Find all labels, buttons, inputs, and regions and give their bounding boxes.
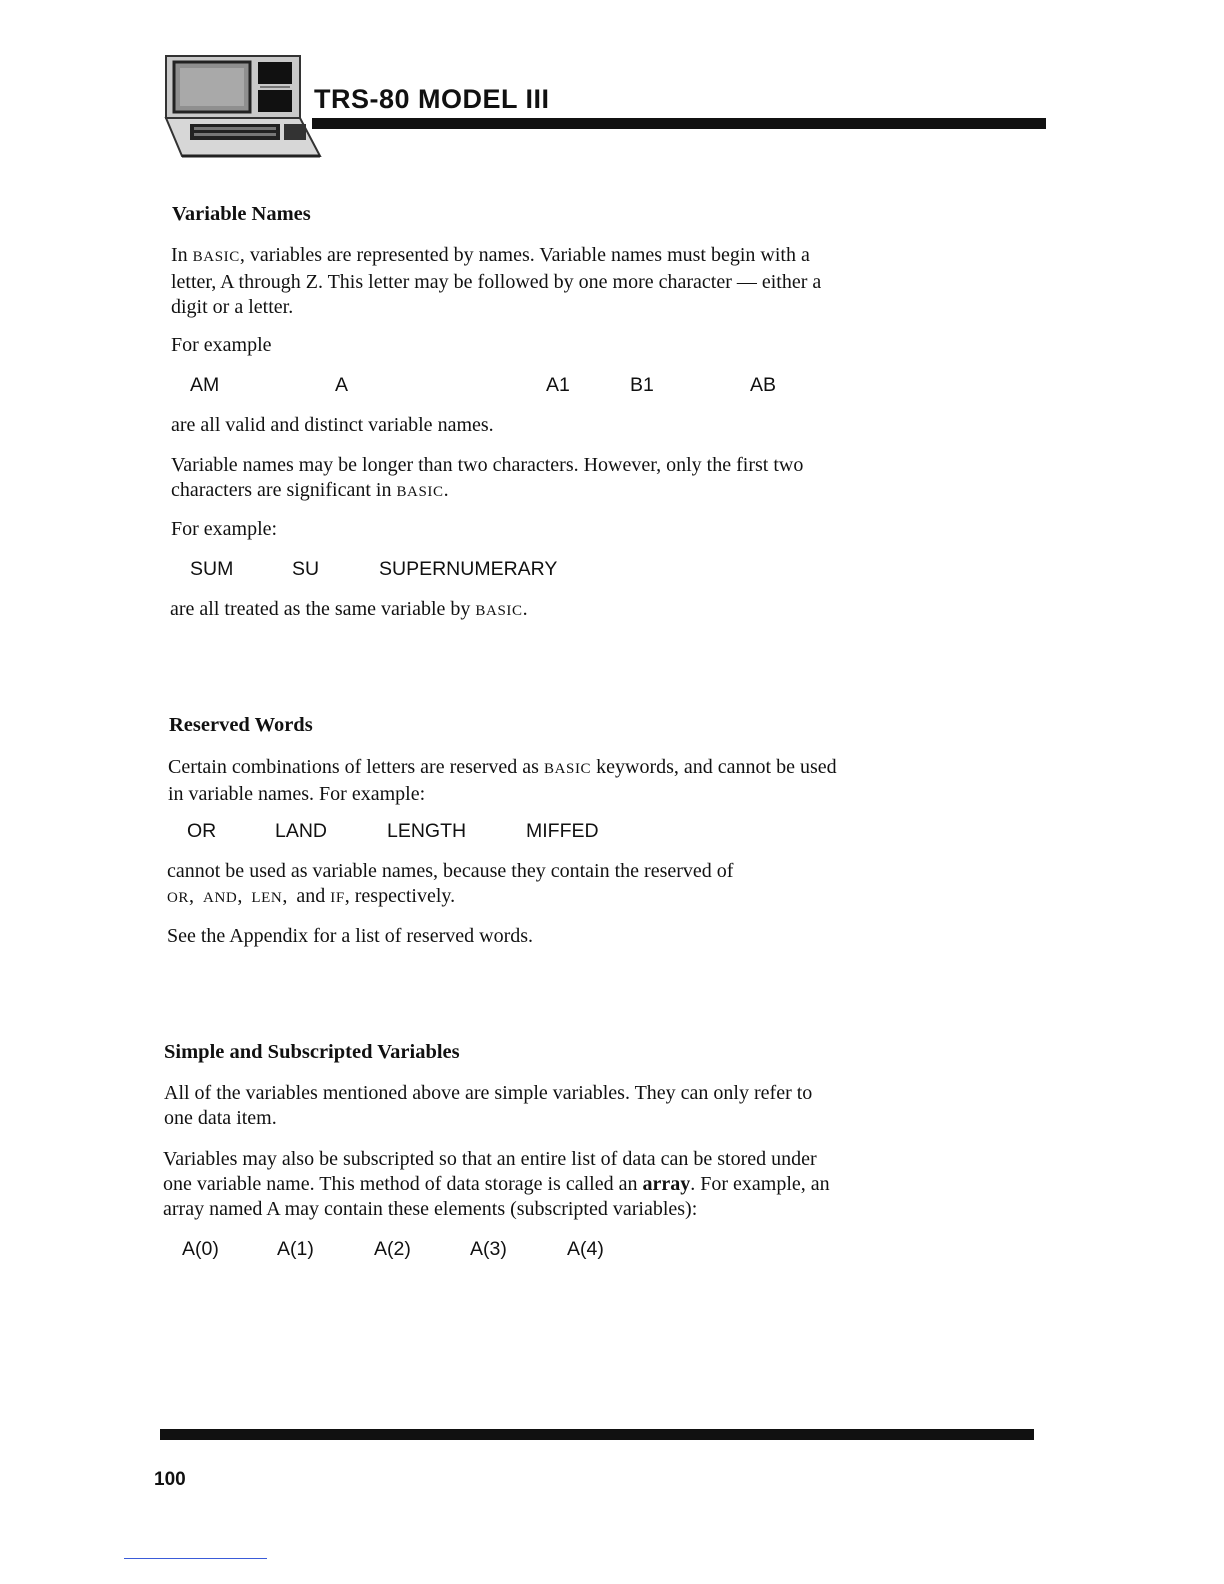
subscripted-variables-paragraph: Variables may also be subscripted so that an entire list of data can be stored under one variable name. This method of data storage is called an array. For example, an array named A may contain these elements (subscripted variables): <box>163 1148 830 1220</box>
example-name: A(1) <box>277 1238 314 1260</box>
section-heading-simple-subscripted: Simple and Subscripted Variables <box>164 1041 460 1063</box>
example-name: A <box>335 374 349 396</box>
example-name: AM <box>190 374 220 396</box>
example-name: A(0) <box>182 1238 219 1260</box>
reserved-explanation-paragraph: cannot be used as variable names, because they contain the reserved of OR, AND, LEN, and IF, respectively. <box>167 860 734 907</box>
example-name: SUM <box>190 558 234 580</box>
significant-chars-paragraph: Variable names may be longer than two characters. However, only the first two characters are significant in BASIC. <box>171 454 804 501</box>
example-name: SU <box>292 558 320 580</box>
simple-variables-paragraph: All of the variables mentioned above are simple variables. They can only refer to one data item. <box>164 1082 813 1129</box>
for-example-label: For example <box>171 334 272 356</box>
footer-rule <box>160 1429 1034 1440</box>
section-heading-reserved-words: Reserved Words <box>169 714 313 736</box>
example-name: A(2) <box>374 1238 411 1260</box>
variable-names-paragraph: In BASIC, variables are represented by names. Variable names must begin with a letter, A through Z. This letter may be followed by one more character — either a digit or a letter. <box>171 244 822 318</box>
page-number: 100 <box>154 1469 186 1490</box>
appendix-note: See the Appendix for a list of reserved words. <box>167 925 534 947</box>
valid-names-note: are all valid and distinct variable names. <box>171 414 494 436</box>
header-rule <box>312 118 1046 129</box>
section-heading-variable-names: Variable Names <box>172 203 311 225</box>
reserved-words-paragraph: Certain combinations of letters are reserved as BASIC keywords, and cannot be used in variable names. For example: <box>168 756 837 805</box>
example-name: LAND <box>275 820 328 842</box>
example-name: A(3) <box>470 1238 507 1260</box>
for-example-label: For example: <box>171 518 278 540</box>
same-variable-note: are all treated as the same variable by BASIC. <box>170 598 528 620</box>
example-name: AB <box>750 374 777 396</box>
example-name: LENGTH <box>387 820 467 842</box>
bottom-underline <box>124 1558 267 1559</box>
example-name: B1 <box>630 374 654 396</box>
example-name: MIFFED <box>526 820 599 842</box>
header-title: TRS-80 MODEL III <box>314 84 550 114</box>
example-name: A1 <box>546 374 570 396</box>
computer-icon <box>160 52 326 164</box>
example-name: A(4) <box>567 1238 604 1260</box>
example-name: OR <box>187 820 217 842</box>
example-name: SUPERNUMERARY <box>379 558 558 580</box>
